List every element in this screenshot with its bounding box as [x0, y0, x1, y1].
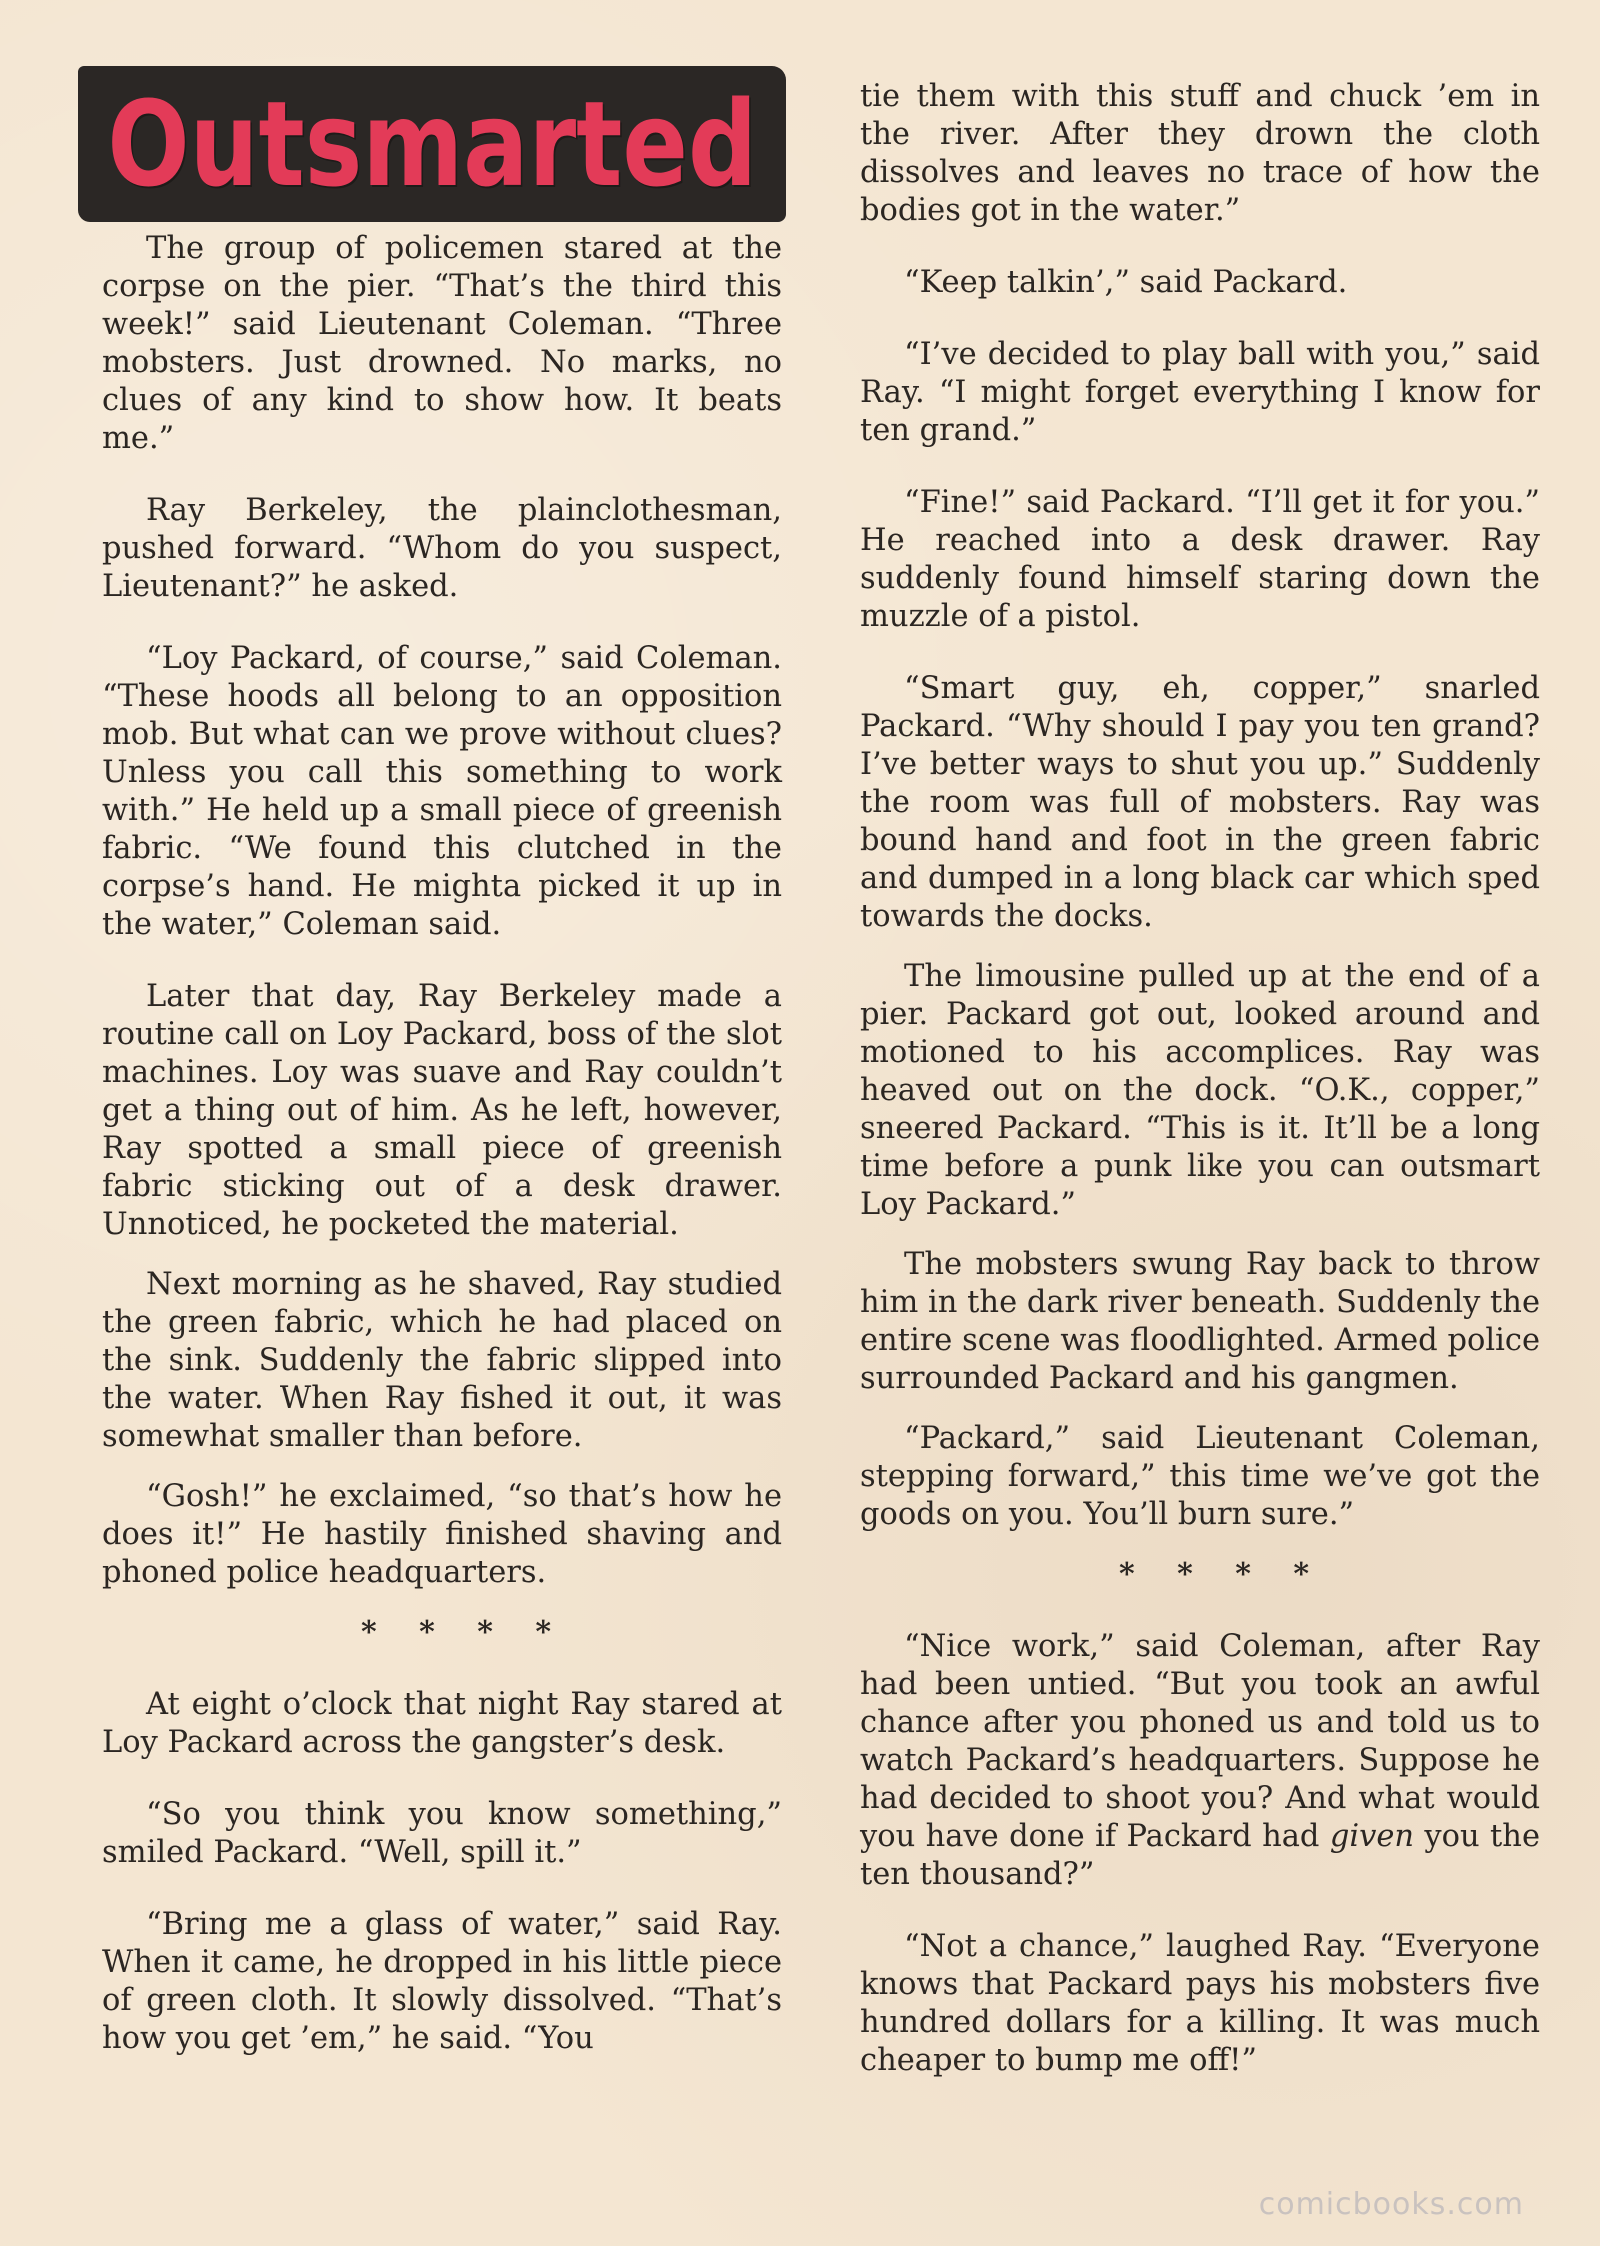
- paragraph: “Fine!” said Packard. “I’ll get it for you.” He reached into a desk drawer. Ray suddenly found himself staring down the muzzle of a pistol.: [860, 485, 1540, 634]
- paragraph: “Packard,” said Lieutenant Coleman, stepping forward,” this time we’ve got the goods on you. You’ll burn sure.”: [860, 1421, 1540, 1532]
- paragraph: “I’ve decided to play ball with you,” said Ray. “I might forget everything I know for ten grand.”: [860, 337, 1540, 448]
- paragraph: “Not a chance,” laughed Ray. “Everyone knows that Packard pays his mobsters five hundred dollars for a killing. It was much cheaper to bump me off!”: [860, 1929, 1540, 2078]
- paragraph: At eight o’clock that night Ray stared at Loy Packard across the gangster’s desk.: [102, 1687, 782, 1760]
- title-banner: [78, 66, 786, 222]
- text-run: you the ten thousand?”: [860, 1819, 1540, 1892]
- story-title: Outsmarted: [107, 75, 757, 213]
- paragraph: “Loy Packard, of course,” said Coleman. “These hoods all belong to an opposition mob. But what can we prove without clues? Unless you call this something to work with.” He held up a small piece of greenish fabric. “We found this clutched in the corpse’s hand. He mighta picked it up in the water,” Coleman said.: [102, 641, 782, 942]
- paragraph: Next morning as he shaved, Ray studied the green fabric, which he had placed on the sink. Suddenly the fabric slipped into the water. When Ray fished it out, it was somewhat smaller than before.: [102, 1267, 782, 1454]
- paragraph: Ray Berkeley, the plainclothesman, pushed forward. “Whom do you suspect, Lieutenant?” he asked.: [102, 493, 782, 604]
- left-column: [102, 230, 782, 2092]
- paragraph: The group of policemen stared at the corpse on the pier. “That’s the third this week!” said Lieutenant Coleman. “Three mobsters. Just drowned. No marks, no clues of any kind to show how. It beats me.”: [102, 231, 782, 456]
- emphasis-word: given: [1329, 1819, 1415, 1854]
- paragraph: “So you think you know something,” smiled Packard. “Well, spill it.”: [102, 1797, 782, 1870]
- section-divider: * * * *: [1118, 1557, 1326, 1592]
- paragraph: “Bring me a glass of water,” said Ray. When it came, he dropped in his little piece of green cloth. It slowly dissolved. “That’s how you get ’em,” he said. “You: [102, 1907, 782, 2056]
- paragraph: The limousine pulled up at the end of a pier. Packard got out, looked around and motioned to his accomplices. Ray was heaved out on the dock. “O.K., copper,” sneered Packard. “This is it. It’ll be a long time before a punk like you can outsmart Loy Packard.”: [860, 959, 1540, 1222]
- site-watermark: comicbooks.com: [1258, 2187, 1524, 2222]
- text-run: “Nice work,” said Coleman, after Ray had been untied. “But you took an awful chance after you phoned us and told us to watch Packard’s headquarters. Suppose he had decided to shoot you? And what would you have done if Packard had: [860, 1629, 1540, 1854]
- paragraph: “Keep talkin’,” said Packard.: [904, 265, 1348, 300]
- paragraph: The mobsters swung Ray back to throw him in the dark river beneath. Suddenly the entire scene was floodlighted. Armed police surrounded Packard and his gangmen.: [860, 1247, 1540, 1396]
- paragraph: “Gosh!” he exclaimed, “so that’s how he does it!” He hastily finished shaving and phoned police headquarters.: [102, 1479, 782, 1590]
- section-divider: * * * *: [360, 1615, 568, 1650]
- paragraph: Later that day, Ray Berkeley made a routine call on Loy Packard, boss of the slot machines. Loy was suave and Ray couldn’t get a thing out of him. As he left, however, Ray spotted a small piece of greenish fabric sticking out of a desk drawer. Unnoticed, he pocketed the material.: [102, 979, 782, 1242]
- paragraph: tie them with this stuff and chuck ’em in the river. After they drown the cloth dissolves and leaves no trace of how the bodies got in the water.”: [860, 79, 1540, 228]
- right-column: [860, 78, 1540, 2114]
- paragraph: [860, 1628, 1540, 1894]
- paragraph: “Smart guy, eh, copper,” snarled Packard. “Why should I pay you ten grand? I’ve better ways to shut you up.” Suddenly the room was full of mobsters. Ray was bound hand and foot in the green fabric and dumped in a long black car which sped towards the docks.: [860, 671, 1540, 934]
